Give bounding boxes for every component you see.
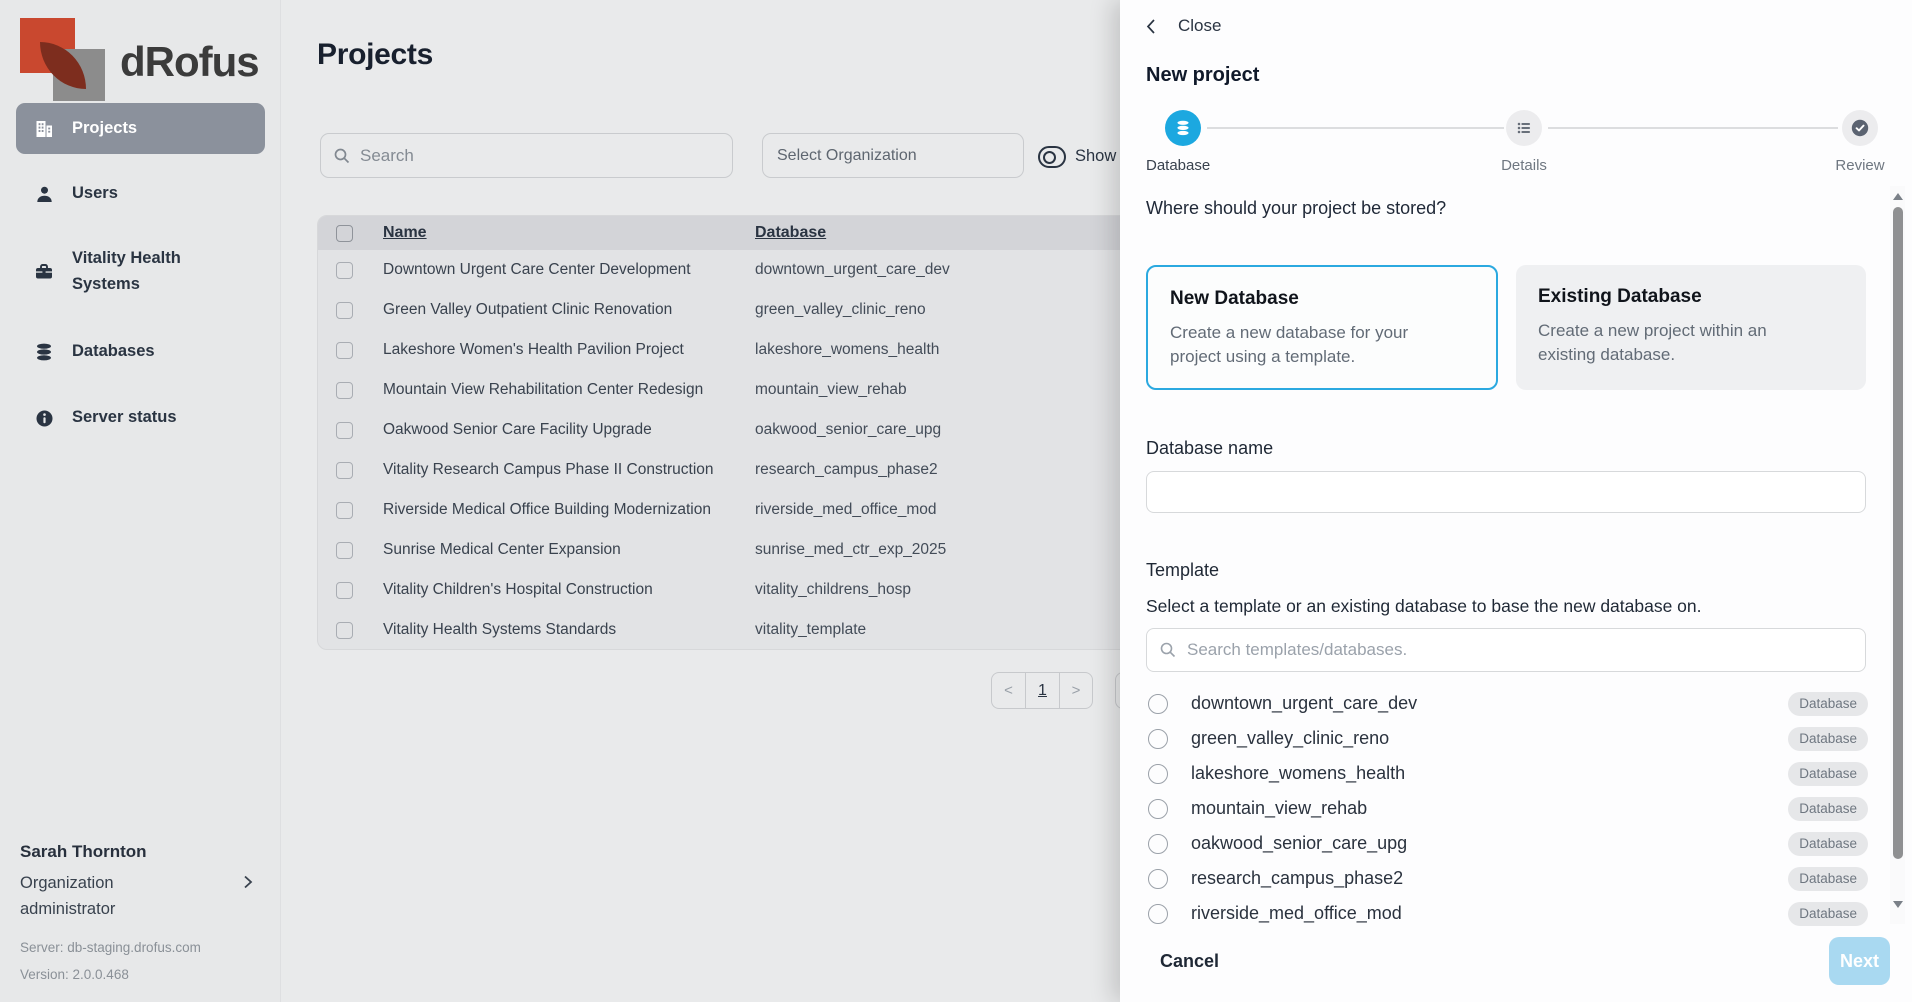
row-checkbox-cell bbox=[318, 582, 383, 599]
database-badge: Database bbox=[1788, 867, 1868, 891]
row-checkbox-cell bbox=[318, 382, 383, 399]
database-icon bbox=[34, 342, 54, 362]
template-hint: Select a template or an existing database to base the new database on. bbox=[1146, 596, 1702, 616]
template-options-list bbox=[1120, 686, 1912, 931]
row-checkbox[interactable] bbox=[336, 342, 353, 359]
project-database-cell: oakwood_senior_care_upg bbox=[755, 421, 942, 438]
template-option-row[interactable] bbox=[1120, 896, 1912, 931]
sidebar-item-label: Vitality Health Systems bbox=[72, 249, 181, 293]
buildings-icon bbox=[34, 119, 54, 139]
chevron-left-icon bbox=[1144, 18, 1159, 35]
show-toggle-label: Show bbox=[1075, 147, 1117, 165]
step-details-indicator bbox=[1506, 110, 1542, 146]
list-icon bbox=[1515, 119, 1533, 137]
template-radio[interactable] bbox=[1148, 869, 1168, 889]
option-new-database[interactable] bbox=[1146, 265, 1498, 390]
scroll-down-arrow-icon[interactable] bbox=[1893, 901, 1903, 908]
storage-question: Where should your project be stored? bbox=[1146, 198, 1447, 218]
template-search-input[interactable] bbox=[1187, 640, 1853, 660]
project-name-cell: Vitality Health Systems Standards bbox=[383, 621, 617, 638]
version-info: Version: 2.0.0.468 bbox=[20, 967, 129, 982]
search-icon bbox=[333, 147, 351, 165]
step-database-indicator bbox=[1165, 110, 1201, 146]
row-checkbox-cell bbox=[318, 462, 383, 479]
database-badge: Database bbox=[1788, 762, 1868, 786]
sidebar-item-label: Projects bbox=[72, 118, 138, 137]
database-badge: Database bbox=[1788, 797, 1868, 821]
row-checkbox-cell bbox=[318, 622, 383, 639]
sidebar-item-users[interactable] bbox=[16, 176, 265, 212]
show-toggle[interactable] bbox=[1038, 146, 1066, 168]
project-database-cell: vitality_childrens_hosp bbox=[755, 581, 911, 598]
toggle-knob bbox=[1043, 151, 1056, 164]
template-option-name: oakwood_senior_care_upg bbox=[1191, 833, 1408, 853]
template-option-name: mountain_view_rehab bbox=[1191, 798, 1368, 818]
scroll-up-arrow-icon[interactable] bbox=[1893, 193, 1903, 200]
database-badge: Database bbox=[1788, 832, 1868, 856]
project-name-cell: Oakwood Senior Care Facility Upgrade bbox=[383, 421, 652, 438]
step-label-database: Database bbox=[1146, 157, 1211, 174]
template-search[interactable] bbox=[1146, 628, 1866, 672]
panel-scrollbar-thumb[interactable] bbox=[1893, 207, 1903, 859]
template-option-row[interactable] bbox=[1120, 721, 1912, 756]
option-title: New Database bbox=[1170, 288, 1299, 309]
page-title: Projects bbox=[317, 38, 433, 71]
database-badge: Database bbox=[1788, 692, 1868, 716]
project-database-cell: mountain_view_rehab bbox=[755, 381, 907, 398]
template-radio[interactable] bbox=[1148, 799, 1168, 819]
select-all-cell bbox=[318, 225, 383, 242]
project-name-cell: Downtown Urgent Care Center Development bbox=[383, 261, 691, 278]
step-connector-2 bbox=[1548, 127, 1838, 129]
organization-select-placeholder: Select Organization bbox=[777, 146, 917, 164]
template-option-name: green_valley_clinic_reno bbox=[1191, 728, 1390, 748]
row-checkbox[interactable] bbox=[336, 542, 353, 559]
project-database-cell: downtown_urgent_care_dev bbox=[755, 261, 950, 278]
project-database-cell: vitality_template bbox=[755, 621, 867, 638]
column-header-database[interactable]: Database bbox=[755, 224, 827, 241]
template-radio[interactable] bbox=[1148, 834, 1168, 854]
search-input[interactable] bbox=[360, 146, 720, 166]
organization-select[interactable] bbox=[762, 133, 1024, 178]
database-badge: Database bbox=[1788, 727, 1868, 751]
select-all-checkbox[interactable] bbox=[336, 225, 353, 242]
close-label: Close bbox=[1178, 16, 1222, 35]
project-name-cell: Vitality Research Campus Phase II Construction bbox=[383, 461, 714, 478]
row-checkbox-cell bbox=[318, 342, 383, 359]
sidebar-item-label: Server status bbox=[72, 408, 177, 427]
project-name-cell: Green Valley Outpatient Clinic Renovation bbox=[383, 301, 673, 318]
template-option-name: lakeshore_womens_health bbox=[1191, 763, 1406, 783]
row-checkbox-cell bbox=[318, 502, 383, 519]
sidebar-item-projects[interactable] bbox=[16, 103, 265, 154]
row-checkbox-cell bbox=[318, 422, 383, 439]
project-database-cell: lakeshore_womens_health bbox=[755, 341, 940, 358]
template-radio[interactable] bbox=[1148, 904, 1168, 924]
row-checkbox[interactable] bbox=[336, 622, 353, 639]
template-label: Template bbox=[1146, 560, 1220, 580]
drofus-logo-mark-icon bbox=[20, 18, 106, 102]
panel-footer bbox=[1120, 932, 1912, 1002]
template-option-name: downtown_urgent_care_dev bbox=[1191, 693, 1418, 713]
template-option-name: research_campus_phase2 bbox=[1191, 868, 1404, 888]
sidebar bbox=[0, 0, 281, 1002]
template-option-row[interactable] bbox=[1120, 686, 1912, 721]
briefcase-icon bbox=[34, 262, 54, 282]
database-name-label: Database name bbox=[1146, 438, 1274, 458]
option-existing-database[interactable] bbox=[1516, 265, 1866, 390]
sidebar-item-label: Databases bbox=[72, 342, 155, 361]
sidebar-item-label: Users bbox=[72, 184, 118, 203]
project-name-cell: Lakeshore Women's Health Pavilion Project bbox=[383, 341, 684, 358]
step-review-indicator bbox=[1842, 110, 1878, 146]
row-checkbox[interactable] bbox=[336, 502, 353, 519]
project-name-cell: Mountain View Rehabilitation Center Redesign bbox=[383, 381, 704, 398]
row-checkbox[interactable] bbox=[336, 582, 353, 599]
sidebar-item-server-status[interactable] bbox=[16, 400, 265, 436]
user-icon bbox=[34, 184, 54, 204]
database-badge: Database bbox=[1788, 902, 1868, 926]
pagination-page-1[interactable]: 1 bbox=[1025, 672, 1059, 709]
user-role-link[interactable]: Organization administrator bbox=[20, 874, 116, 919]
template-option-name: riverside_med_office_mod bbox=[1191, 903, 1402, 923]
drofus-logo bbox=[20, 18, 259, 102]
column-header-name[interactable]: Name bbox=[383, 224, 427, 241]
server-info: Server: db-staging.drofus.com bbox=[20, 940, 201, 955]
row-checkbox[interactable] bbox=[336, 422, 353, 439]
search-icon bbox=[1159, 641, 1177, 659]
close-button[interactable] bbox=[1144, 16, 1221, 36]
row-checkbox-cell bbox=[318, 542, 383, 559]
logo-wordmark: dRofus bbox=[120, 38, 259, 85]
project-database-cell: research_campus_phase2 bbox=[755, 461, 938, 478]
user-name: Sarah Thornton bbox=[20, 842, 147, 861]
database-name-input[interactable] bbox=[1146, 471, 1866, 513]
check-circle-icon bbox=[1850, 118, 1870, 138]
project-name-cell: Vitality Children's Hospital Construction bbox=[383, 581, 653, 598]
row-checkbox-cell bbox=[318, 262, 383, 279]
template-radio[interactable] bbox=[1148, 729, 1168, 749]
pagination bbox=[991, 672, 1093, 709]
project-name-cell: Riverside Medical Office Building Modernization bbox=[383, 501, 711, 518]
row-checkbox-cell bbox=[318, 302, 383, 319]
project-name-cell: Sunrise Medical Center Expansion bbox=[383, 541, 621, 558]
row-checkbox[interactable] bbox=[336, 462, 353, 479]
info-icon bbox=[34, 408, 54, 428]
projects-search[interactable] bbox=[320, 133, 733, 178]
template-radio[interactable] bbox=[1148, 694, 1168, 714]
option-description: Create a new database for your project using a template. bbox=[1170, 323, 1409, 367]
panel-title: New project bbox=[1146, 64, 1260, 86]
option-title: Existing Database bbox=[1538, 286, 1702, 307]
project-database-cell: green_valley_clinic_reno bbox=[755, 301, 926, 318]
template-option-row[interactable] bbox=[1120, 791, 1912, 826]
row-checkbox[interactable] bbox=[336, 382, 353, 399]
template-radio[interactable] bbox=[1148, 764, 1168, 784]
row-checkbox[interactable] bbox=[336, 262, 353, 279]
database-icon bbox=[1174, 119, 1192, 137]
chevron-right-icon[interactable] bbox=[240, 874, 256, 890]
sidebar-item-vitality-health-systems[interactable] bbox=[16, 240, 265, 304]
pagination-next-button[interactable]: > bbox=[1059, 672, 1093, 709]
step-label-review: Review bbox=[1835, 157, 1885, 174]
project-database-cell: sunrise_med_ctr_exp_2025 bbox=[755, 541, 947, 558]
row-checkbox[interactable] bbox=[336, 302, 353, 319]
template-option-row[interactable] bbox=[1120, 826, 1912, 861]
template-option-row[interactable] bbox=[1120, 861, 1912, 896]
project-database-cell: riverside_med_office_mod bbox=[755, 501, 937, 518]
sidebar-item-databases[interactable] bbox=[16, 334, 265, 370]
cancel-button[interactable]: Cancel bbox=[1160, 951, 1220, 971]
step-connector-1 bbox=[1207, 127, 1504, 129]
step-label-details: Details bbox=[1501, 157, 1547, 174]
next-button[interactable]: Next bbox=[1829, 937, 1890, 985]
new-project-panel bbox=[1120, 0, 1912, 1002]
template-option-row[interactable] bbox=[1120, 756, 1912, 791]
option-description: Create a new project within an existing database. bbox=[1538, 321, 1767, 365]
pagination-prev-button[interactable]: < bbox=[991, 672, 1025, 709]
